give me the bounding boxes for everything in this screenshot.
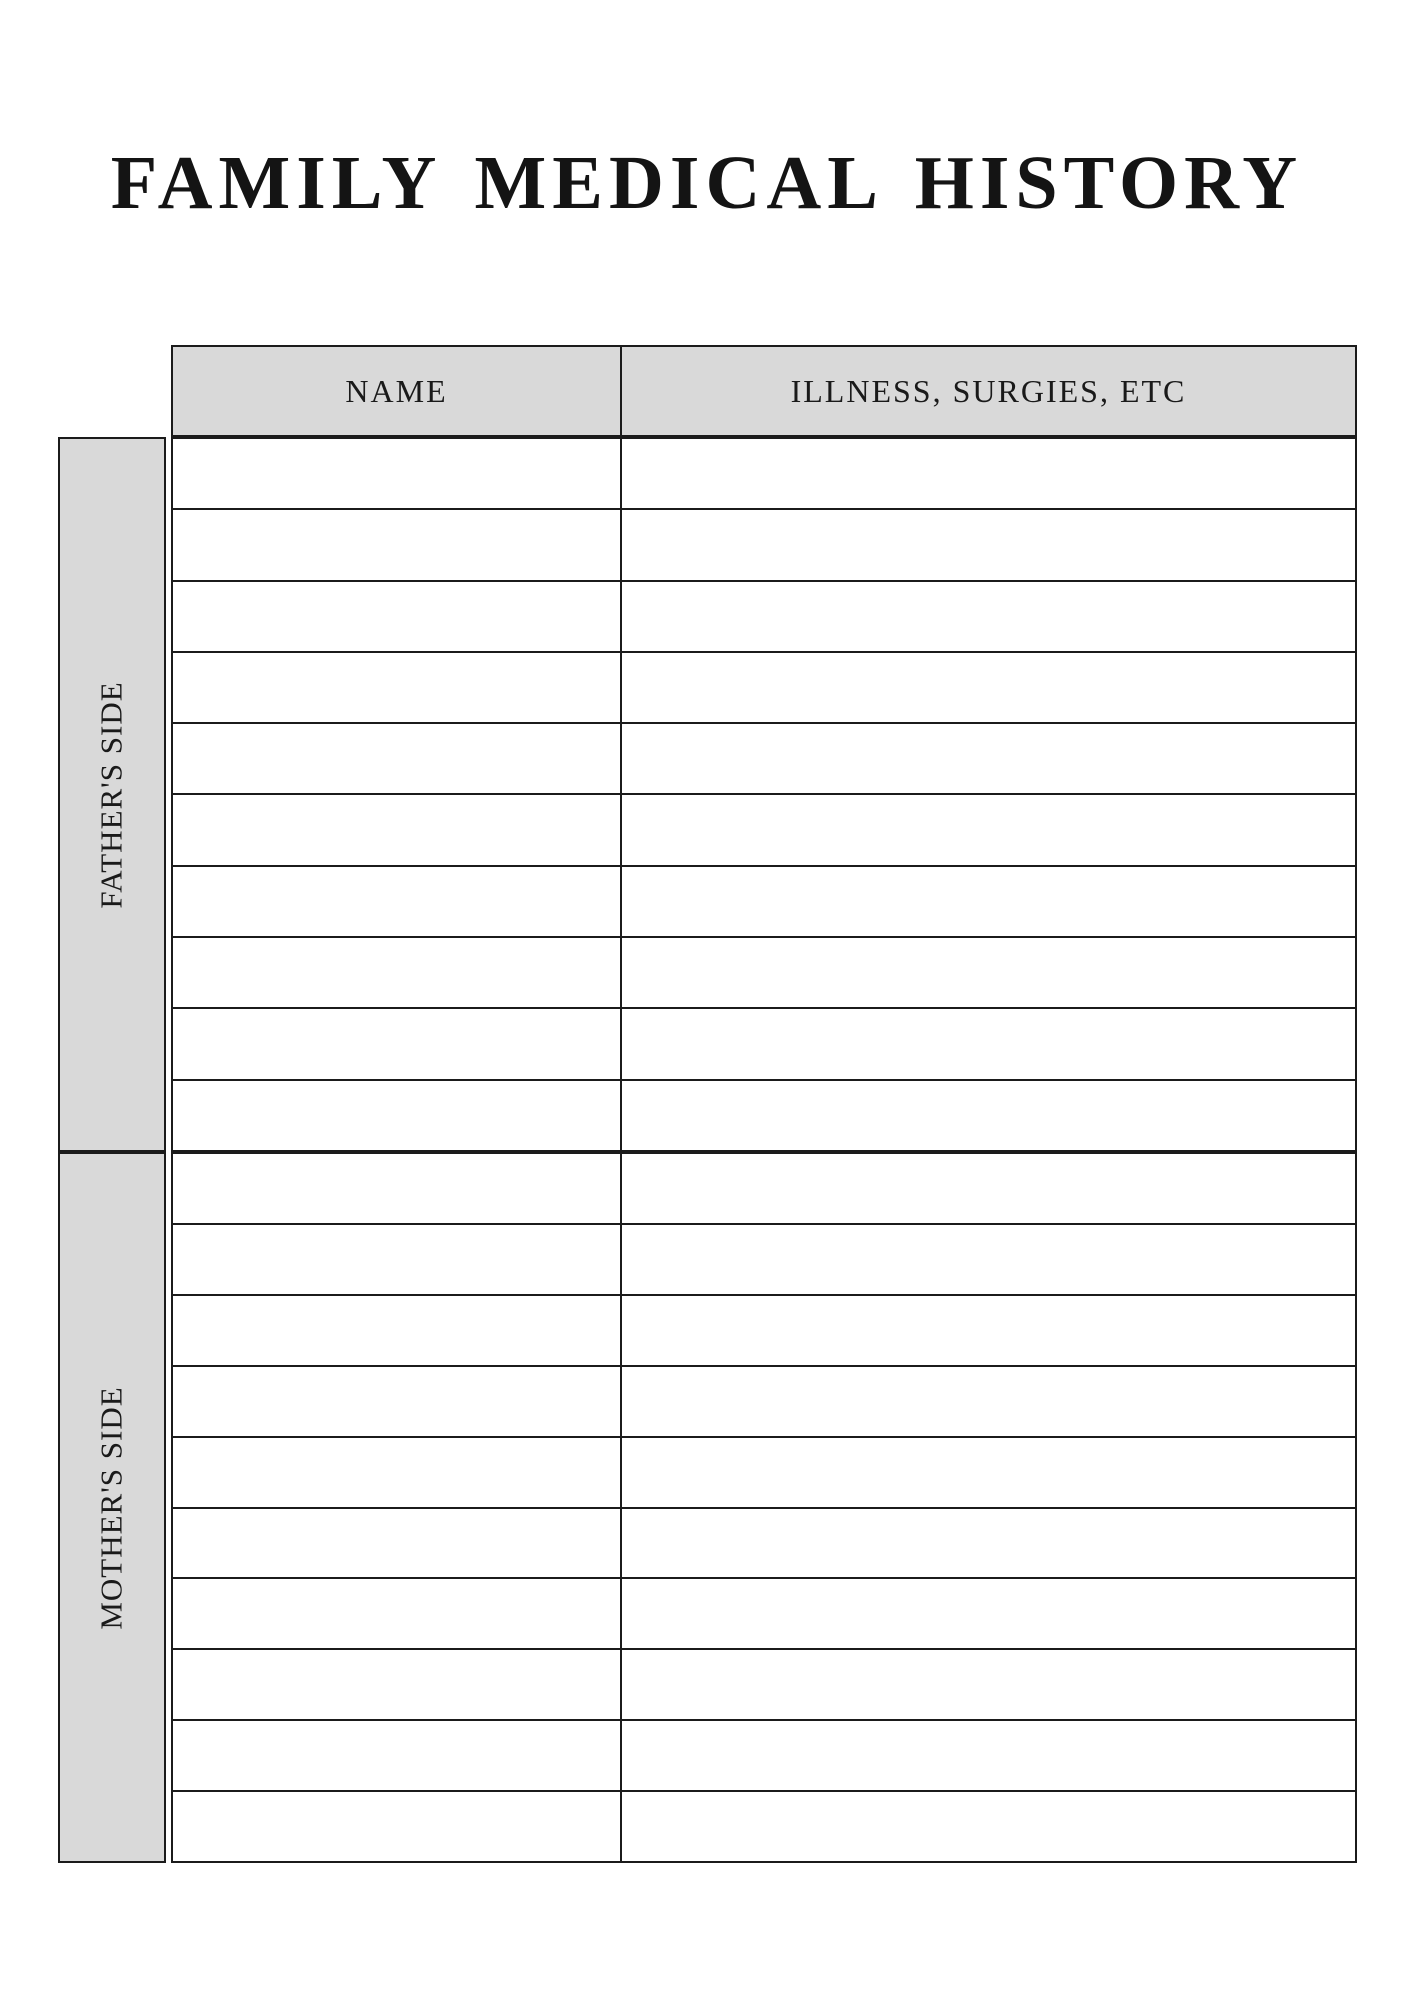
table-section-fathers-side [171, 437, 1357, 1152]
section-label-box-mothers-side [58, 1152, 166, 1863]
table-row [173, 1579, 1355, 1650]
name-cell[interactable] [173, 1579, 622, 1648]
illness-cell[interactable] [622, 582, 1355, 651]
table-row [173, 582, 1355, 653]
name-cell[interactable] [173, 582, 622, 651]
table-row [173, 1154, 1355, 1225]
illness-cell[interactable] [622, 1225, 1355, 1294]
column-header-illness: ILLNESS, SURGIES, ETC [790, 372, 1187, 409]
name-cell[interactable] [173, 1509, 622, 1578]
illness-cell[interactable] [622, 1081, 1355, 1150]
illness-cell[interactable] [622, 1650, 1355, 1719]
name-cell[interactable] [173, 1650, 622, 1719]
illness-cell[interactable] [622, 653, 1355, 722]
table-row [173, 1296, 1355, 1367]
name-cell[interactable] [173, 1367, 622, 1436]
name-cell[interactable] [173, 867, 622, 936]
illness-cell[interactable] [622, 1154, 1355, 1223]
illness-cell[interactable] [622, 938, 1355, 1007]
mothers-side-label: MOTHER'S SIDE [94, 1385, 130, 1630]
name-cell[interactable] [173, 510, 622, 579]
name-cell[interactable] [173, 1792, 622, 1861]
table-row [173, 1367, 1355, 1438]
table-row [173, 938, 1355, 1009]
illness-cell[interactable] [622, 1509, 1355, 1578]
illness-cell[interactable] [622, 1438, 1355, 1507]
table-row [173, 1792, 1355, 1861]
illness-cell[interactable] [622, 1721, 1355, 1790]
table-row [173, 1009, 1355, 1080]
table-row [173, 1650, 1355, 1721]
name-cell[interactable] [173, 795, 622, 864]
illness-cell[interactable] [622, 795, 1355, 864]
illness-cell[interactable] [622, 1579, 1355, 1648]
table-row [173, 1081, 1355, 1150]
table-row [173, 1225, 1355, 1296]
table-header-row [171, 345, 1357, 437]
section-label-box-fathers-side [58, 437, 166, 1152]
name-cell[interactable] [173, 1438, 622, 1507]
illness-cell[interactable] [622, 1367, 1355, 1436]
name-cell[interactable] [173, 1721, 622, 1790]
name-cell[interactable] [173, 938, 622, 1007]
illness-cell[interactable] [622, 724, 1355, 793]
name-cell[interactable] [173, 1296, 622, 1365]
name-cell[interactable] [173, 724, 622, 793]
table-row [173, 1721, 1355, 1792]
name-cell[interactable] [173, 1081, 622, 1150]
illness-cell[interactable] [622, 1009, 1355, 1078]
illness-cell[interactable] [622, 867, 1355, 936]
table-row [173, 867, 1355, 938]
table-row [173, 439, 1355, 510]
page-title: FAMILY MEDICAL HISTORY [110, 141, 1304, 225]
illness-cell[interactable] [622, 1792, 1355, 1861]
table-row [173, 1509, 1355, 1580]
illness-cell[interactable] [622, 510, 1355, 579]
table-row [173, 510, 1355, 581]
name-cell[interactable] [173, 653, 622, 722]
name-cell[interactable] [173, 1225, 622, 1294]
name-cell[interactable] [173, 1009, 622, 1078]
table-row [173, 795, 1355, 866]
fathers-side-label: FATHER'S SIDE [94, 680, 130, 909]
illness-cell[interactable] [622, 439, 1355, 508]
table-section-mothers-side [171, 1152, 1357, 1863]
table-row [173, 724, 1355, 795]
table-row [173, 653, 1355, 724]
table-row [173, 1438, 1355, 1509]
illness-cell[interactable] [622, 1296, 1355, 1365]
name-cell[interactable] [173, 1154, 622, 1223]
column-header-name: NAME [173, 347, 622, 435]
name-cell[interactable] [173, 439, 622, 508]
